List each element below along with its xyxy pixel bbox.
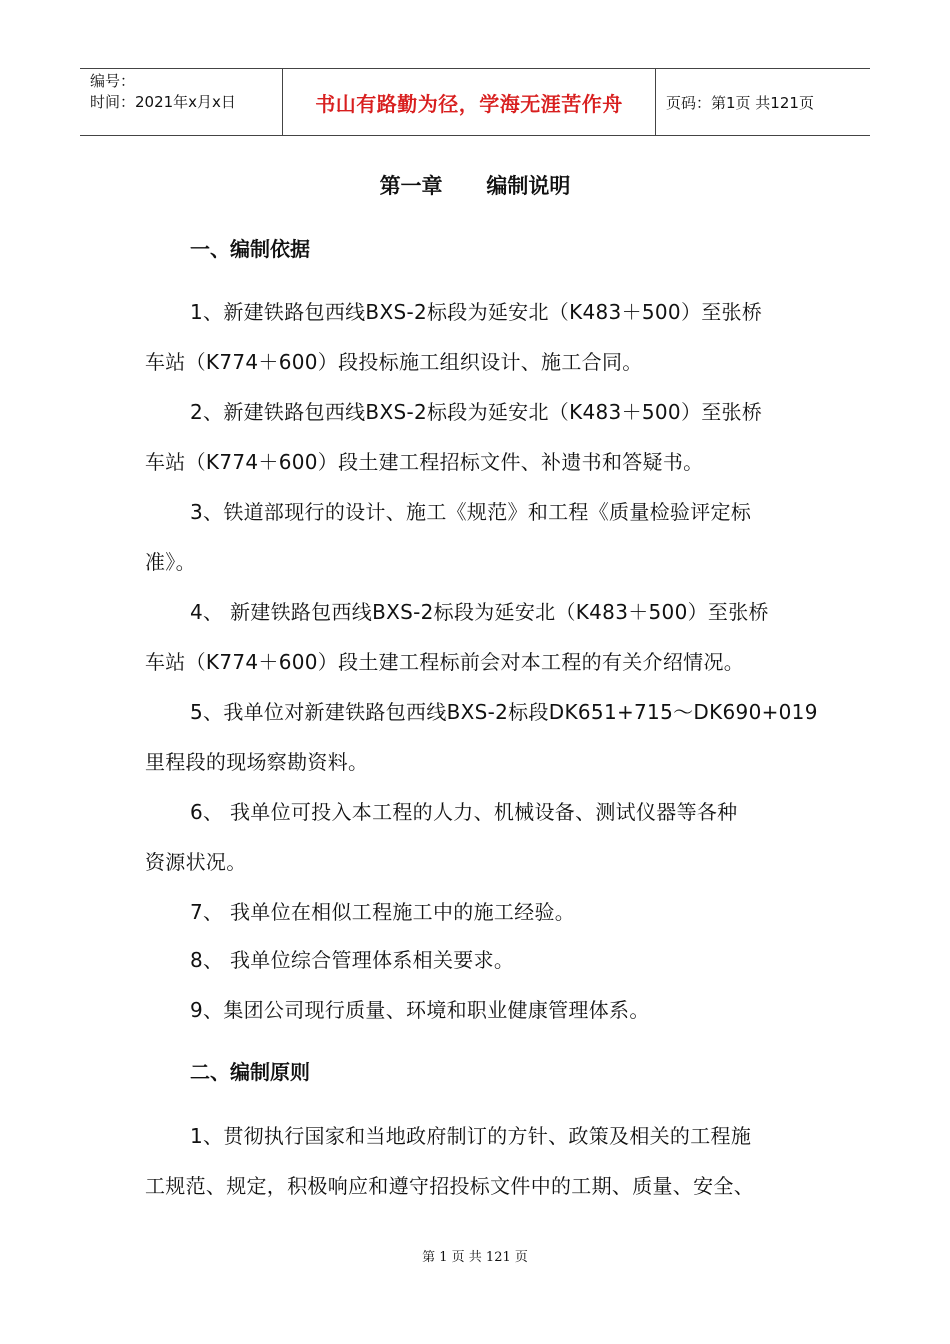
header-motto: 书山有路勤为径，学海无涯苦作舟 [282, 69, 656, 135]
paragraph-line: 9、集团公司现行质量、环境和职业健康管理体系。 [190, 998, 650, 1022]
date-label: 时间：2021年x月x日 [90, 93, 236, 111]
paragraph-line: 车站（K774＋600）段投标施工组织设计、施工合同。 [145, 350, 643, 374]
paragraph-line: 6、 我单位可投入本工程的人力、机械设备、测试仪器等各种 [190, 800, 738, 824]
paragraph-line: 5、我单位对新建铁路包西线BXS-2标段DK651+715～DK690+019 [190, 700, 818, 724]
page-header [80, 68, 870, 136]
section-heading-basis: 一、编制依据 [190, 237, 310, 261]
paragraph-line: 8、 我单位综合管理体系相关要求。 [190, 948, 515, 972]
paragraph-line: 工规范、规定，积极响应和遵守招投标文件中的工期、质量、安全、 [145, 1174, 754, 1198]
paragraph-line: 里程段的现场察勘资料。 [145, 750, 369, 774]
chapter-title: 第一章 编制说明 [379, 174, 571, 198]
paragraph-line: 1、新建铁路包西线BXS-2标段为延安北（K483＋500）至张桥 [190, 300, 763, 324]
paragraph-line: 准》。 [145, 550, 196, 574]
paragraph-line: 1、贯彻执行国家和当地政府制订的方针、政策及相关的工程施 [190, 1124, 752, 1148]
paragraph-line: 2、新建铁路包西线BXS-2标段为延安北（K483＋500）至张桥 [190, 400, 763, 424]
number-label: 编号： [90, 72, 136, 90]
paragraph-line: 7、 我单位在相似工程施工中的施工经验。 [190, 900, 576, 924]
paragraph-line: 车站（K774＋600）段土建工程标前会对本工程的有关介绍情况。 [145, 650, 745, 674]
header-page-info: 页码：第1页 共121页 [666, 93, 814, 112]
section-heading-principles: 二、编制原则 [190, 1060, 310, 1084]
header-meta [80, 69, 282, 135]
paragraph-line: 车站（K774＋600）段土建工程招标文件、补遗书和答疑书。 [145, 450, 704, 474]
paragraph-line: 资源状况。 [145, 850, 247, 874]
paragraph-line: 3、铁道部现行的设计、施工《规范》和工程《质量检验评定标 [190, 500, 752, 524]
page-footer: 第 1 页 共 121 页 [422, 1250, 528, 1265]
paragraph-line: 4、 新建铁路包西线BXS-2标段为延安北（K483＋500）至张桥 [190, 600, 769, 624]
